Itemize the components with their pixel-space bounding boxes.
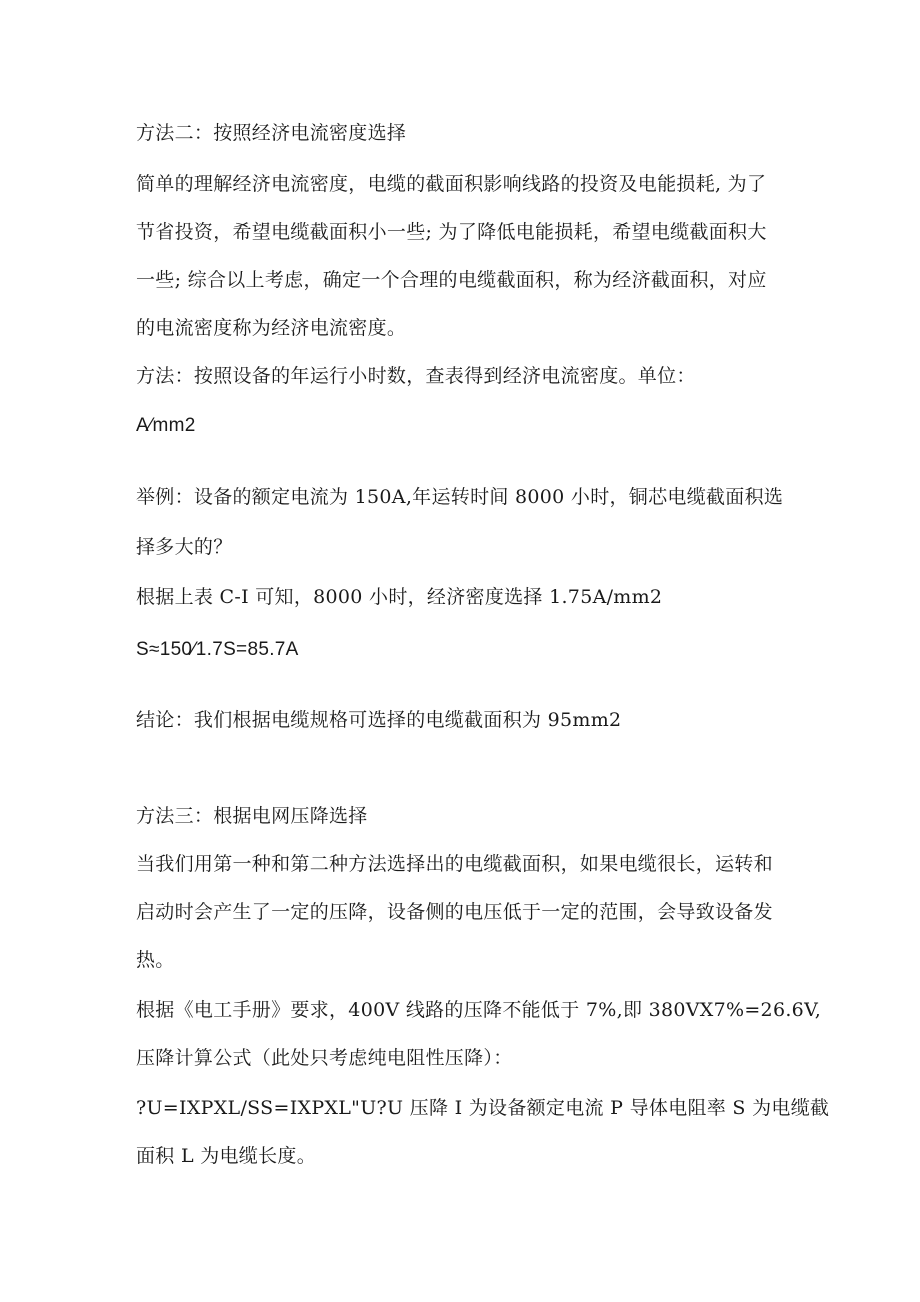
paragraph-line: 节省投资，希望电缆截面积小一些; 为了降低电能损耗，希望电缆截面积大: [136, 221, 767, 243]
section-heading-method-3: 方法三：根据电网压降选择: [136, 805, 368, 827]
paragraph-line: 启动时会产生了一定的压降，设备侧的电压低于一定的范围，会导致设备发: [136, 901, 773, 923]
section-heading-method-2: 方法二：按照经济电流密度选择: [136, 122, 407, 144]
formula-line: S≈150⁄1.7S=85.7A: [136, 639, 299, 660]
paragraph-line: 简单的理解经济电流密度，电缆的截面积影响线路的投资及电能损耗, 为了: [136, 173, 767, 195]
paragraph-line: 根据上表 C-I 可知，8000 小时，经济密度选择 1.75A/mm2: [136, 586, 663, 608]
conclusion-line: 结论：我们根据电缆规格可选择的电缆截面积为 95mm2: [136, 709, 622, 731]
example-line: 择多大的？: [136, 536, 233, 558]
unit-text: A⁄mm2: [136, 415, 196, 436]
example-line: 举例：设备的额定电流为 150A,年运转时间 8000 小时，铜芯电缆截面积选: [136, 486, 784, 508]
paragraph-line: 面积 L 为电缆长度。: [136, 1145, 316, 1167]
paragraph-line: 当我们用第一种和第二种方法选择出的电缆截面积，如果电缆很长，运转和: [136, 853, 773, 875]
paragraph-line: 一些; 综合以上考虑，确定一个合理的电缆截面积，称为经济截面积，对应: [136, 269, 767, 291]
paragraph-line: 热。: [136, 949, 175, 971]
paragraph-line: 根据《电工手册》要求，400V 线路的压降不能低于 7%,即 380VX7%=26.6V,: [136, 999, 822, 1021]
formula-line: ?U=IXPXL/SS=IXPXL"U?U 压降 I 为设备额定电流 P 导体电阻率 S 为电缆截: [136, 1097, 830, 1119]
paragraph-line: 压降计算公式（此处只考虑纯电阻性压降）：: [136, 1047, 513, 1069]
paragraph-line: 方法：按照设备的年运行小时数，查表得到经济电流密度。单位：: [136, 365, 696, 387]
paragraph-line: 的电流密度称为经济电流密度。: [136, 317, 407, 339]
